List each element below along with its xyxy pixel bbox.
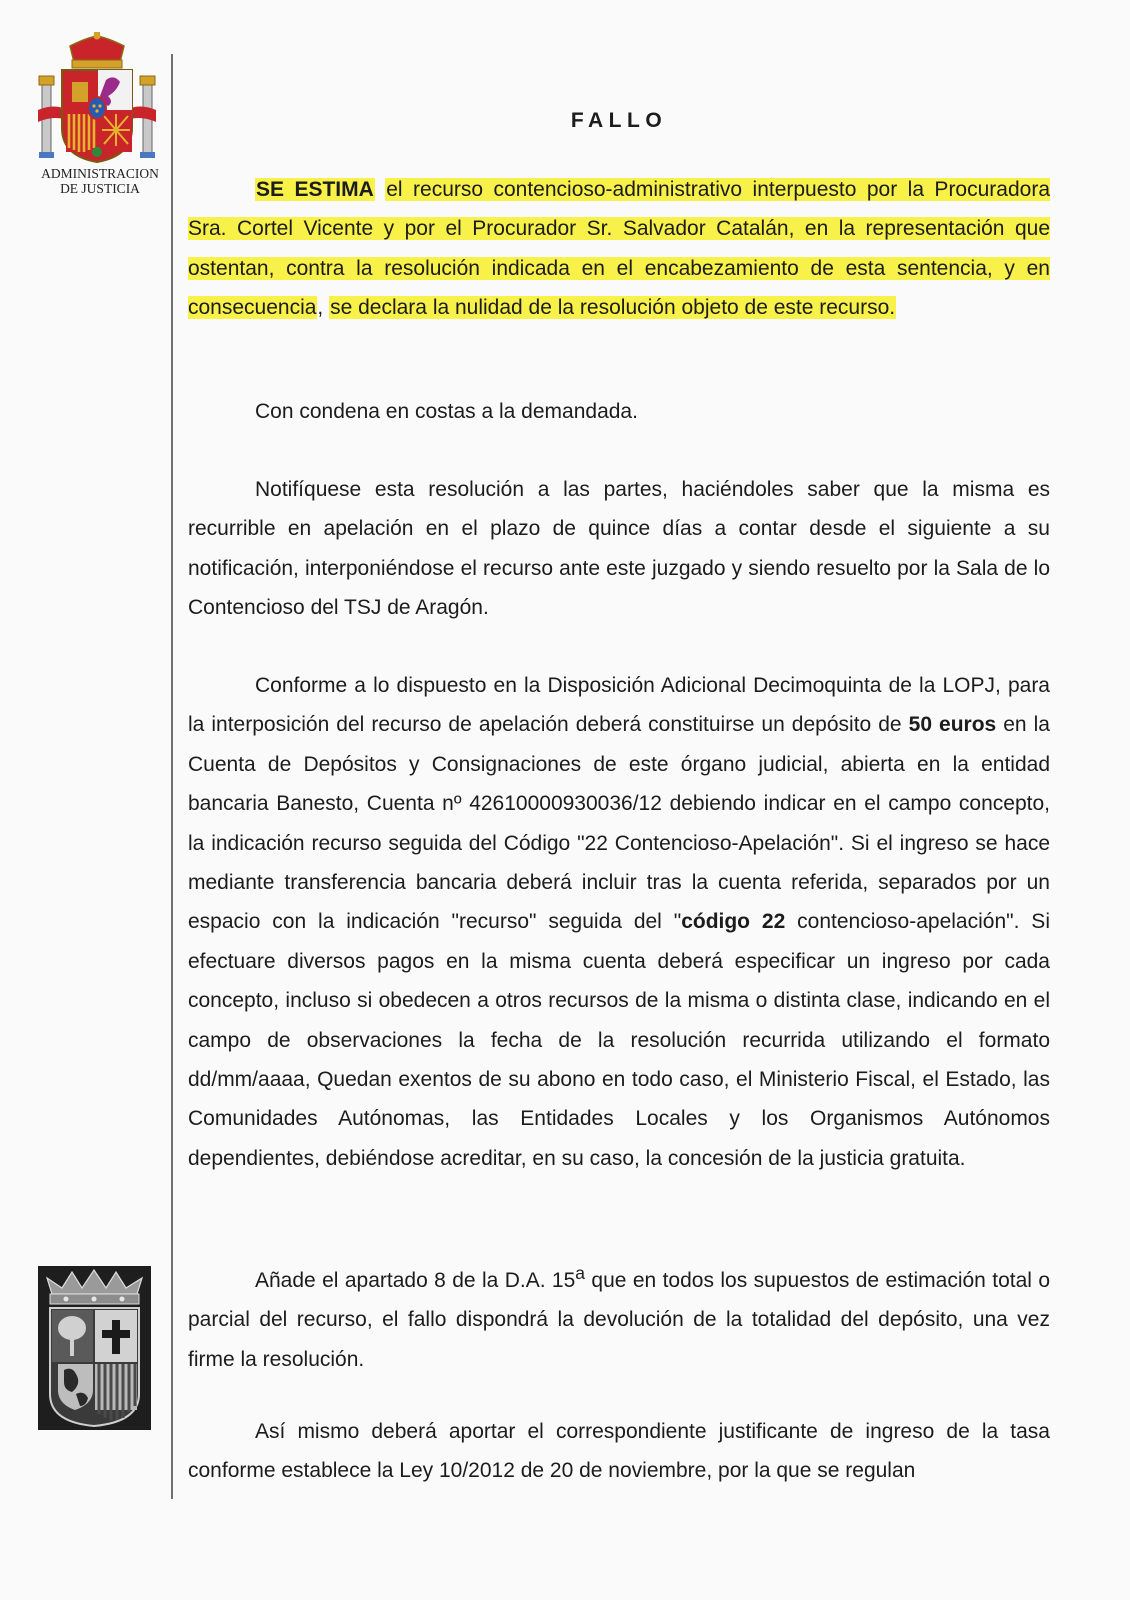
codigo-22: código 22 bbox=[681, 910, 786, 934]
superscript-a: a bbox=[575, 1263, 586, 1283]
highlight-recurso-text: el recurso contencioso-administrativo interpuesto por la Procuradora Sra. Cortel Vicente y por el Procurador Sr. Salvador Catalán, en la representación que ostentan, contra la resolución indicada en el encabezamiento de esta sentencia, y en consecuencia bbox=[188, 178, 1050, 320]
margin-rule bbox=[171, 54, 173, 1499]
aragon-coat-of-arms-icon bbox=[38, 1266, 151, 1430]
highlight-se-estima bbox=[255, 178, 375, 201]
spain-coat-of-arms-icon bbox=[36, 32, 158, 164]
costas-paragraph: Con condena en costas a la demandada. bbox=[255, 400, 638, 423]
devolucion-text-a: Añade el apartado 8 de la D.A. 15 bbox=[255, 1269, 576, 1292]
highlight-nulidad-text: se declara la nulidad de la resolución objeto de este recurso. bbox=[330, 296, 896, 320]
deposito-paragraph bbox=[188, 666, 1050, 1178]
deposito-text-a: Conforme a lo dispuesto en la Disposición Adicional Decimoquinta de la LOPJ, para la interposición del recurso de apelación deberá constituirse un depósito de bbox=[188, 674, 1050, 737]
tasa-paragraph: Así mismo deberá aportar el correspondiente justificante de ingreso de la tasa conforme establece la Ley 10/2012 de 20 de noviembre, por la que se regulan bbox=[188, 1420, 1050, 1483]
se-estima-text: SE ESTIMA bbox=[256, 178, 374, 201]
devolucion-paragraph bbox=[188, 1254, 1050, 1379]
admin-label-line1: ADMINISTRACION bbox=[41, 166, 159, 181]
notificacion-paragraph: Notifíquese esta resolución a las partes, haciéndoles saber que la misma es recurrible en apelación en el plazo de quince días a contar desde el siguiente a su notificación, interponiéndose el recurso ante este juzgado y siendo resuelto por la Sala de lo Contencioso del TSJ de Aragón. bbox=[188, 478, 1050, 620]
admin-justicia-label bbox=[30, 166, 170, 196]
deposito-text-c: en la Cuenta de Depósitos y Consignaciones de este órgano judicial, abierta en la entidad bancaria Banesto, Cuenta nº 42610000930036/12 debiendo indicar en el campo concepto, la indicación recurso seguida del Código "22 Contencioso-Apelación". Si el ingreso se hace mediante transferencia bancaria deberá incluir tras la cuenta referida, separados por un espacio con la indicación "recurso" seguida del " bbox=[188, 713, 1050, 934]
ruling-paragraph bbox=[188, 170, 1050, 328]
fallo-title: FALLO bbox=[570, 109, 668, 132]
deposito-text-d: contencioso-apelación". Si efectuare diversos pagos en la misma cuenta deberá especificar un ingreso por cada concepto, incluso si obedecen a otros recursos de la misma o distinta clase, indicando en el campo de observaciones la fecha de la resolución recurrida utilizando el formato dd/mm/aaaa, Quedan exentos de su abono en todo caso, el Ministerio Fiscal, el Estado, las Comunidades Autónomas, las Entidades Locales y los Organismos Autónomos dependientes, debiéndose acreditar, en su caso, la concesión de la justicia gratuita. bbox=[188, 910, 1050, 1170]
admin-label-line2: DE JUSTICIA bbox=[60, 181, 140, 196]
separator-text: , bbox=[317, 296, 330, 320]
devolucion-text-b: que en todos los supuestos de estimación total o parcial del recurso, el fallo dispondrá la devolución de la totalidad del depósito, una vez firme la resolución. bbox=[188, 1269, 1050, 1371]
deposito-amount: 50 euros bbox=[908, 713, 997, 737]
